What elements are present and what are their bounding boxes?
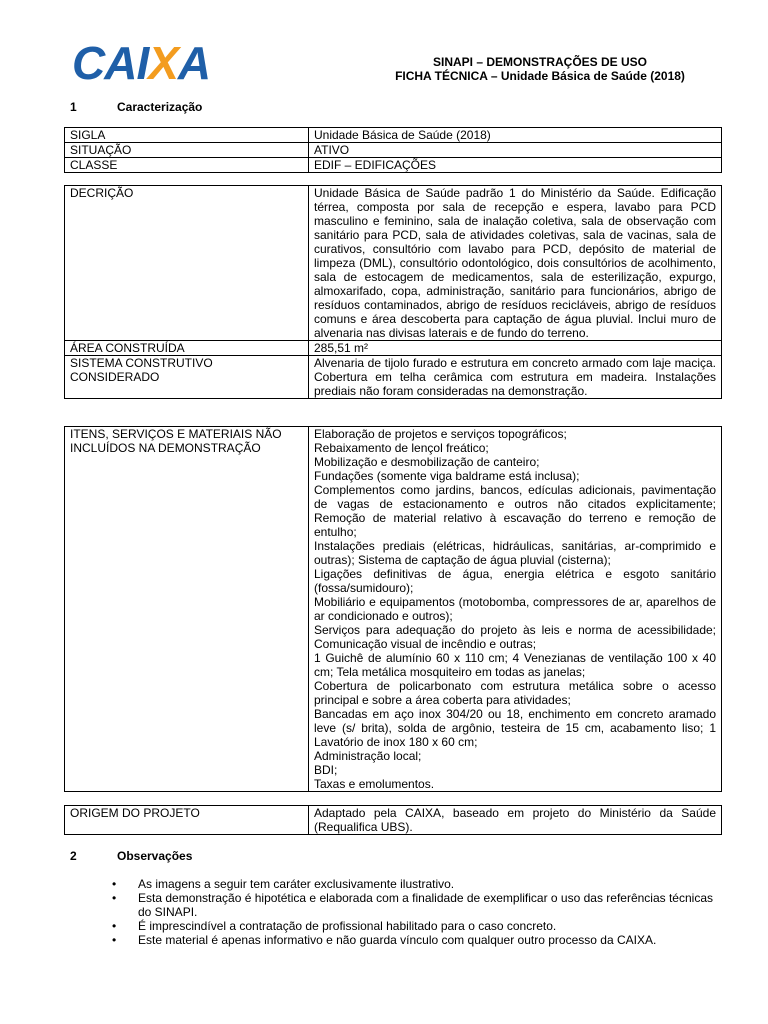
bullet-icon: •: [112, 891, 117, 905]
list-item: [112, 933, 720, 947]
table-value-cell: ATIVO: [309, 143, 722, 158]
table-value-cell: Unidade Básica de Saúde (2018): [309, 128, 722, 143]
bullet-icon: •: [112, 877, 117, 891]
table-row: [65, 341, 722, 356]
description-table: [64, 185, 722, 399]
excluded-item: Mobiliário e equipamentos (motobomba, compressores de ar, aparelhos de ar condicionado e outros);: [314, 595, 716, 623]
identification-table: [64, 127, 722, 173]
excluded-item: Complementos como jardins, bancos, edículas adicionais, pavimentação de vagas de estacionamento e outros não citados explicitamente; Remoção de material relativo à escavação do terreno e remoção de entulho;: [314, 483, 716, 539]
table-row: [65, 158, 722, 173]
excluded-item: Administração local;: [314, 749, 422, 763]
list-item-text: É imprescindível a contratação de profissional habilitado para o caso concreto.: [138, 919, 557, 933]
list-item-text: Este material é apenas informativo e não guarda vínculo com qualquer outro processo da CAIXA.: [138, 933, 657, 947]
excluded-item: Ligações definitivas de água, energia elétrica e esgoto sanitário (fossa/sumidouro);: [314, 567, 716, 595]
table-value-cell: Alvenaria de tijolo furado e estrutura em concreto armado com laje maciça. Cobertura em telha cerâmica com estrutura em madeira. Instalações prediais não foram consideradas na demonstração.: [309, 356, 722, 399]
table-value-cell: [309, 427, 722, 792]
table-row: [65, 143, 722, 158]
table-key-cell: ÁREA CONSTRUÍDA: [65, 341, 309, 356]
logo-text-c: A: [177, 37, 211, 89]
logo-text-a: CAI: [72, 37, 149, 89]
document-header-line1: SINAPI – DEMONSTRAÇÕES DE USO: [432, 55, 648, 69]
bullet-icon: •: [112, 919, 117, 933]
list-item-text: Esta demonstração é hipotética e elaborada com a finalidade de exemplificar o uso das referências técnicas do SINAPI.: [138, 891, 713, 919]
table-key-cell: DECRIÇÃO: [65, 186, 309, 341]
project-origin-table: [64, 805, 722, 835]
table-row: [65, 186, 722, 341]
excluded-item: Bancadas em aço inox 304/20 ou 18, enchimento em concreto aramado leve (s/ brita), solda de argônio, testeira de 15 cm, acabamento liso; 1 Lavatório de inox 180 x 60 cm;: [314, 707, 716, 749]
section-number: 2: [70, 849, 77, 863]
table-row: [65, 356, 722, 399]
excluded-item: Fundações (somente viga baldrame está inclusa);: [314, 469, 580, 483]
list-item-text: As imagens a seguir tem caráter exclusivamente ilustrativo.: [138, 877, 455, 891]
table-key-cell: SIGLA: [65, 128, 309, 143]
table-value-cell: Unidade Básica de Saúde padrão 1 do Ministério da Saúde. Edificação térrea, composta por sala de recepção e espera, lavabo para PCD masculino e feminino, sala de inalação coletiva, sala de observação com sanitário para PCD, sala de atividades coletivas, sala de vacinas, sala de curativos, consultório com lavabo para PCD, depósito de material de limpeza (DML), consultório odontológico, dois consultórios de acolhimento, sala de estocagem de medicamentos, sala de esterilização, expurgo, almoxarifado, copa, administração, sanitário para funcionários, abrigo de resíduos contaminados, abrigo de resíduos recicláveis, abrigo de resíduos comuns e área descoberta para captação de água pluvial. Inclui muro de alvenaria nas divisas laterais e de fundo do terreno.: [309, 186, 722, 341]
table-row: [65, 427, 722, 792]
table-value-cell: EDIF – EDIFICAÇÕES: [309, 158, 722, 173]
excluded-item: Instalações prediais (elétricas, hidráulicas, sanitárias, ar-comprimido e outras); Sistema de captação de água pluvial (cisterna);: [314, 539, 716, 567]
excluded-item: Elaboração de projetos e serviços topográficos;: [314, 427, 567, 441]
table-row: [65, 128, 722, 143]
excluded-item: Cobertura de policarbonato com estrutura metálica sobre o acesso principal e sobre a área coberta para atividades;: [314, 679, 716, 707]
document-header-line2: FICHA TÉCNICA – Unidade Básica de Saúde (2018): [395, 69, 685, 83]
table-key-cell: ORIGEM DO PROJETO: [65, 806, 309, 835]
excluded-item: Serviços para adequação do projeto às leis e norma de acessibilidade; Comunicação visual de incêndio e outras;: [314, 623, 716, 651]
table-key-cell: CLASSE: [65, 158, 309, 173]
section-number: 1: [70, 100, 77, 114]
table-key-cell: SITUAÇÃO: [65, 143, 309, 158]
logo-text-x: X: [148, 37, 178, 89]
list-item: [112, 877, 720, 891]
table-value-cell: 285,51 m²: [309, 341, 722, 356]
table-value-cell: Adaptado pela CAIXA, baseado em projeto do Ministério da Saúde (Requalifica UBS).: [309, 806, 722, 835]
excluded-item: Taxas e emolumentos.: [314, 777, 435, 791]
table-key-cell: SISTEMA CONSTRUTIVO CONSIDERADO: [65, 356, 309, 399]
observations-list: [112, 877, 720, 947]
list-item: [112, 891, 720, 919]
excluded-item: Mobilização e desmobilização de canteiro;: [314, 455, 540, 469]
section-title: Caracterização: [117, 100, 203, 114]
caixa-logo: [72, 37, 256, 89]
list-item: [112, 919, 720, 933]
excluded-items-table: [64, 426, 722, 792]
excluded-item: Rebaixamento de lençol freático;: [314, 441, 489, 455]
section-title: Observações: [117, 849, 193, 863]
excluded-item: 1 Guichê de alumínio 60 x 110 cm; 4 Venezianas de ventilação 100 x 40 cm; Tela metálica mosquiteiro em todas as janelas;: [314, 651, 716, 679]
table-row: [65, 806, 722, 835]
bullet-icon: •: [112, 933, 117, 947]
excluded-item: BDI;: [314, 763, 338, 777]
table-key-cell: ITENS, SERVIÇOS E MATERIAIS NÃO INCLUÍDOS NA DEMONSTRAÇÃO: [65, 427, 309, 792]
